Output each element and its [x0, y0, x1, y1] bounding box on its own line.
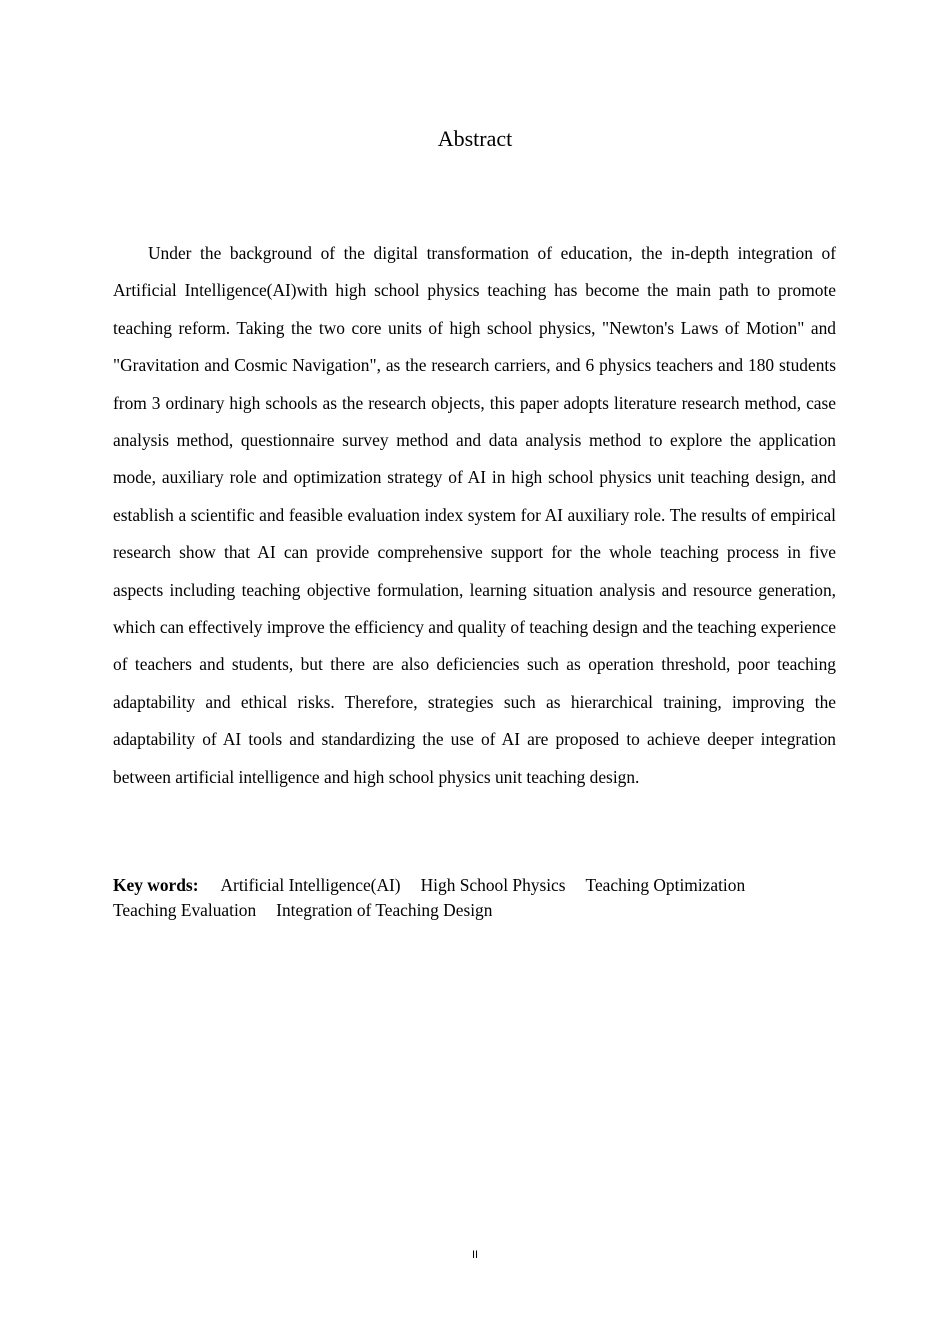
keyword-item: Artificial Intelligence(AI) — [220, 875, 401, 895]
keywords-section — [113, 873, 836, 923]
abstract-title: Abstract — [437, 126, 513, 151]
page-number: II — [471, 1249, 479, 1261]
abstract-body: Under the background of the digital transformation of education, the in-depth integration of Artificial Intelligence(AI)with high school physics teaching has become the main path to promote teaching reform. Taking the two core units of high school physics, "Newton's Laws of Motion" and "Gravitation and Cosmic Navigation", as the research carriers, and 6 physics teachers and 180 students from 3 ordinary high schools as the research objects, this paper adopts literature research method, case analysis method, questionnaire survey method and data analysis method to explore the application mode, auxiliary role and optimization strategy of AI in high school physics unit teaching design, and establish a scientific and feasible evaluation index system for AI auxiliary role. The results of empirical research show that AI can provide comprehensive support for the whole teaching process in five aspects including teaching objective formulation, learning situation analysis and resource generation, which can effectively improve the efficiency and quality of teaching design and the teaching experience of teachers and students, but there are also deficiencies such as operation threshold, poor teaching adaptability and ethical risks. Therefore, strategies such as hierarchical training, improving the adaptability of AI tools and standardizing the use of AI are proposed to achieve deeper integration between artificial intelligence and high school physics unit teaching design. — [113, 243, 836, 787]
keyword-item: Teaching Evaluation — [113, 900, 257, 920]
keyword-item: Teaching Optimization — [585, 875, 746, 895]
keywords-label: Key words: — [113, 875, 199, 895]
keyword-item: High School Physics — [420, 875, 566, 895]
keyword-item: Integration of Teaching Design — [276, 900, 493, 920]
